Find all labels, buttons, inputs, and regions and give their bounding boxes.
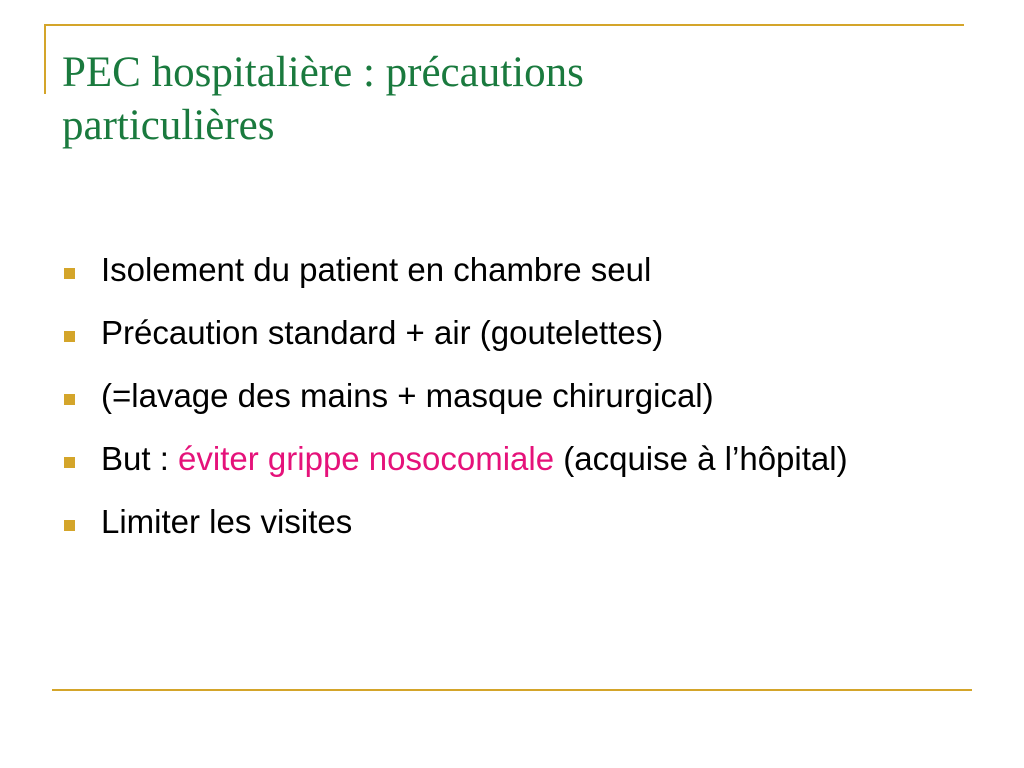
title-left-rule — [44, 24, 46, 94]
bullet-text: Limiter les visites — [101, 503, 353, 540]
bullet-list — [64, 248, 944, 563]
square-bullet-icon — [64, 394, 75, 405]
bullet-prefix: But : — [101, 440, 179, 477]
bullet-highlight-text: éviter grippe nosocomiale — [178, 440, 555, 477]
footer-rule — [52, 689, 972, 691]
slide-title-line-2: particulières — [62, 102, 275, 149]
slide-title-line-1: PEC hospitalière : précautions — [62, 49, 584, 96]
bullet-item-lavage — [64, 374, 944, 418]
square-bullet-icon — [64, 520, 75, 531]
square-bullet-icon — [64, 457, 75, 468]
slide-title — [62, 46, 962, 152]
bullet-item-precaution — [64, 311, 944, 355]
bullet-item-but — [64, 437, 944, 481]
square-bullet-icon — [64, 331, 75, 342]
bullet-item-visites — [64, 500, 944, 544]
bullet-item-isolement — [64, 248, 944, 292]
title-top-rule — [44, 24, 964, 26]
bullet-text: Isolement du patient en chambre seul — [101, 251, 652, 288]
square-bullet-icon — [64, 268, 75, 279]
bullet-suffix: (acquise à l’hôpital) — [554, 440, 848, 477]
bullet-text: (=lavage des mains + masque chirurgical) — [101, 377, 714, 414]
bullet-text: Précaution standard + air (goutelettes) — [101, 314, 664, 351]
